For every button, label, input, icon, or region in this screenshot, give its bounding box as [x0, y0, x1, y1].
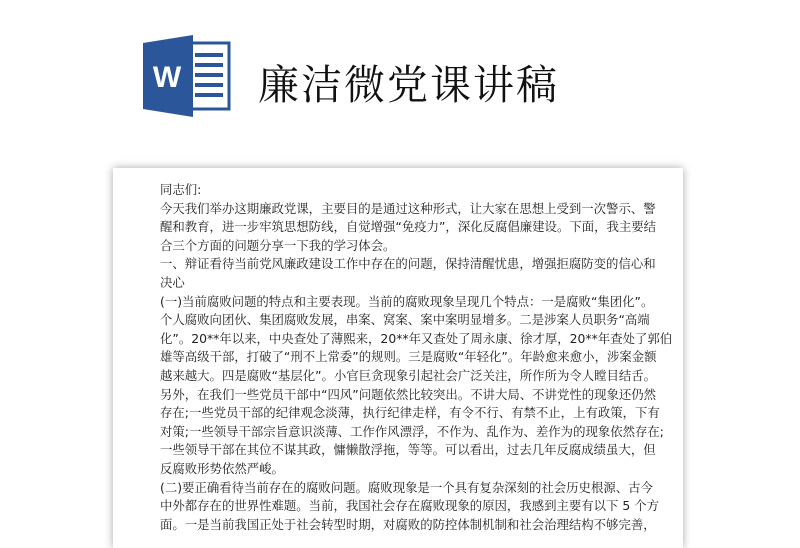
text-line: 另外，在我们一些党员干部中“四风”问题依然比较突出。不讲大局、不讲党性的现象还仍然 — [160, 386, 657, 402]
text-line: 中外都存在的世界性难题。当前，我国社会存在腐败现象的原因，我感到主要有以下 5 个方 — [160, 498, 659, 514]
text-line: 面。一是当前我国正处于社会转型时期，对腐败的防控体制机制和社会治理结构不够完善， — [160, 516, 656, 532]
text-line: 个人腐败向团伙、集团腐败发展，串案、窝案、案中案明显增多。二是涉案人员职务“高端 — [160, 312, 650, 328]
text-line: 合三个方面的问题分享一下我的学习体会。 — [160, 237, 396, 253]
text-line: 越来越大。四是腐败“基层化”。小官巨贪现象引起社会广泛关注，所作所为令人瞠目结舌。 — [160, 367, 657, 383]
text-line: 一些领导干部在其位不谋其政，慵懒散浮拖，等等。可以看出，过去几年反腐成绩虽大，但 — [160, 442, 656, 458]
text-line: (二)要正确看待当前存在的腐败问题。腐败现象是一个具有复杂深刻的社会历史根源、古今 — [160, 479, 653, 495]
text-line: 雄等高级干部，打破了“刑不上常委”的规则。三是腐败“年轻化”。年龄愈来愈小，涉案金额 — [160, 349, 657, 365]
text-line: (一)当前腐败问题的特点和主要表现。当前的腐败现象呈现几个特点：一是腐败“集团化”。 — [160, 293, 654, 309]
text-line: 醒和教育，进一步牢筑思想防线，自觉增强“免疫力”，深化反腐倡廉建设。下面，我主要结 — [160, 219, 657, 235]
document-page — [113, 168, 683, 548]
text-line: 一、辩证看待当前党风廉政建设工作中存在的问题，保持清醒忧患，增强拒腐防变的信心和 — [160, 256, 656, 272]
text-line: 反腐败形势依然严峻。 — [160, 460, 284, 476]
text-line: 同志们: — [160, 182, 202, 197]
text-line: 决心 — [160, 274, 185, 290]
text-line: 化”。20**年以来，中央查处了薄熙来，20**年又查处了周永康、徐才厚，20**年查处了郭伯 — [160, 330, 673, 346]
text-line: 存在;一些党员干部的纪律观念淡薄，执行纪律走样，有令不行、有禁不止，上有政策，下有 — [160, 405, 660, 421]
page-title: 廉洁微党课讲稿 — [258, 61, 559, 109]
document-body — [160, 181, 673, 534]
text-line: 对策;一些领导干部宗旨意识淡薄、工作作风漂浮，不作为、乱作为、差作为的现象依然存在; — [160, 423, 664, 439]
word-icon — [143, 35, 231, 117]
icon-letter: W — [152, 61, 182, 94]
text-line: 今天我们举办这期廉政党课，主要目的是通过这种形式，让大家在思想上受到一次警示、警 — [160, 200, 656, 216]
